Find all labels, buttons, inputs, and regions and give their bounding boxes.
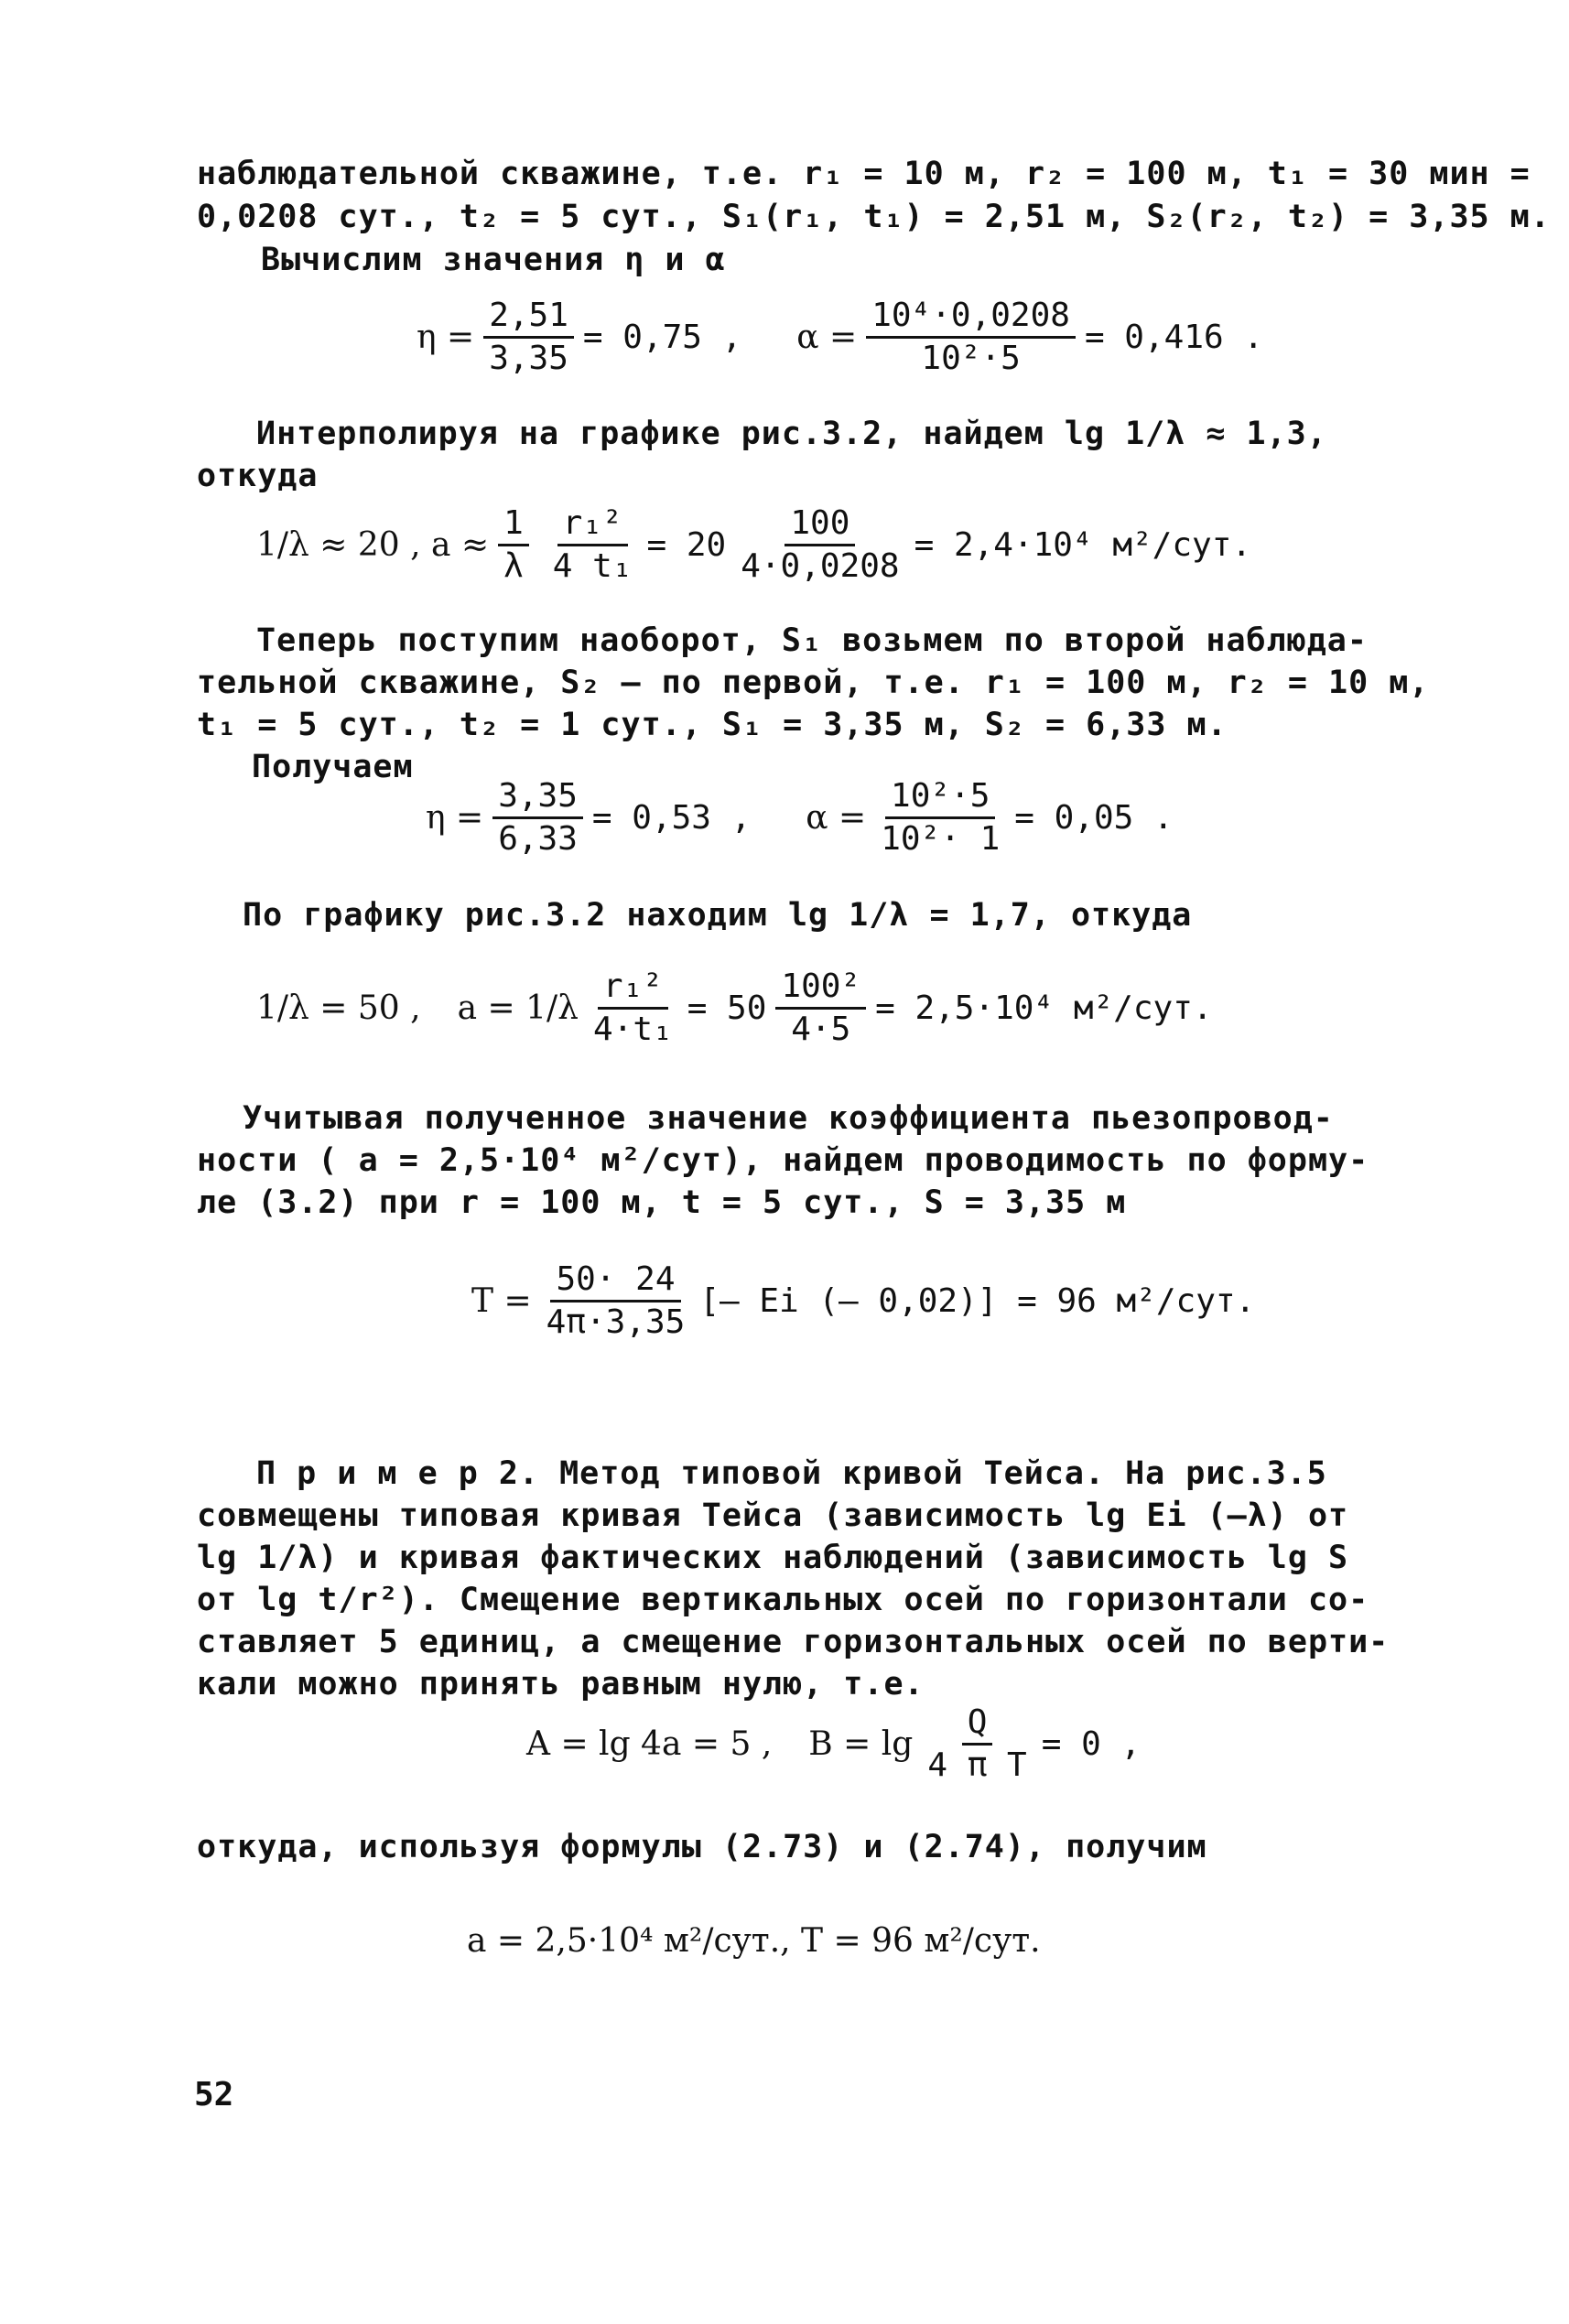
numerator: r₁² <box>598 968 668 1010</box>
equation-final-result <box>467 1922 1041 1960</box>
numerator: 10²·5 <box>885 778 995 819</box>
equation-eta-alpha-2 <box>426 778 1174 858</box>
text-line: 0,0208 сут., t₂ = 5 сут., S₁(r₁, t₁) = 2,51 м, S₂(r₂, t₂) = 3,35 м. <box>197 199 1551 235</box>
numerator: 10⁴·0,0208 <box>866 297 1076 339</box>
numerator: 100² <box>775 968 866 1010</box>
denominator: 6,33 <box>498 820 578 858</box>
eq-result: = 2,4·10⁴ м²/сут. <box>914 526 1252 564</box>
eq-lhs: 1/λ ≈ 20 , a ≈ <box>256 526 490 564</box>
text-line: Получаем <box>252 749 414 785</box>
text-line: П р и м е р 2. Метод типовой кривой Тейса. На рис.3.5 <box>256 1455 1327 1492</box>
text-line: По графику рис.3.2 находим lg 1/λ = 1,7, откуда <box>243 897 1193 934</box>
fraction <box>541 1261 691 1341</box>
alpha-lhs: α = <box>796 319 858 356</box>
fraction <box>735 505 904 585</box>
text-line: от lg t/r²). Смещение вертикальных осей по горизонтали со- <box>197 1582 1369 1618</box>
denominator: 4·t₁ <box>592 1011 673 1048</box>
fraction <box>922 1704 1032 1784</box>
numerator: r₁² <box>557 505 628 546</box>
denominator: 4·5 <box>791 1011 851 1048</box>
numerator: 3,35 <box>492 778 583 819</box>
a-lhs: a = 1/λ <box>457 989 579 1027</box>
eq-mid: = 50 <box>687 989 767 1027</box>
denominator: 10²· 1 <box>881 820 1001 858</box>
text-line: lg 1/λ) и кривая фактических наблюдений (зависимость lg S <box>197 1540 1349 1576</box>
equation-lambda-a-1 <box>256 505 1251 585</box>
fraction <box>492 778 583 858</box>
equation-eta-alpha-1 <box>417 297 1263 377</box>
text-line: ности ( a = 2,5·10⁴ м²/сут), найдем проводимость по форму- <box>197 1142 1369 1179</box>
eq-result: = 0 , <box>1041 1725 1142 1763</box>
fraction <box>547 505 638 585</box>
denominator: 4π·3,35 <box>546 1303 686 1341</box>
numerator: 50· 24 <box>550 1261 680 1303</box>
alpha-result: = 0,05 . <box>1014 799 1174 837</box>
text-line: Вычислим значения η и α <box>261 242 726 278</box>
equation-lambda-a-2 <box>256 968 1213 1048</box>
eta-result: = 0,53 , <box>591 799 752 837</box>
numerator: 2,51 <box>483 297 574 339</box>
eta-lhs: η = <box>426 799 484 837</box>
numerator: Q <box>962 1704 993 1746</box>
text-line: откуда <box>197 458 319 494</box>
fraction <box>875 778 1005 858</box>
eta-lhs: η = <box>417 319 475 356</box>
text-line: откуда, используя формулы (2.73) и (2.74), получим <box>197 1829 1207 1865</box>
text-line: Учитывая полученное значение коэффициента пьезопровод- <box>243 1100 1334 1137</box>
b-lhs: B = lg <box>808 1725 914 1763</box>
text-line: кали можно принять равным нулю, т.е. <box>197 1666 925 1702</box>
text-line: Интерполируя на графике рис.3.2, найдем lg 1/λ ≈ 1,3, <box>256 416 1327 452</box>
text-line: t₁ = 5 сут., t₂ = 1 сут., S₁ = 3,35 м, S₂ = 6,33 м. <box>197 707 1228 743</box>
text-line: тельной скважине, S₂ – по первой, т.е. r₁ = 100 м, r₂ = 10 м, <box>197 665 1430 701</box>
eq-rest: [– Ei (– 0,02)] = 96 м²/сут. <box>699 1282 1256 1320</box>
denominator: 4·0,0208 <box>741 547 900 585</box>
denominator: λ <box>503 547 524 585</box>
eq-lhs: 1/λ = 50 , <box>256 989 421 1027</box>
denominator: 3,35 <box>489 340 568 377</box>
denominator: 4 π T <box>927 1746 1027 1784</box>
equation-transmissivity <box>471 1261 1255 1341</box>
equation-a-b <box>526 1704 1141 1784</box>
numerator: 100 <box>784 505 855 546</box>
denominator: 10²·5 <box>921 340 1021 377</box>
final-result: a = 2,5·10⁴ м²/сут., T = 96 м²/сут. <box>467 1922 1041 1960</box>
numerator: 1 <box>498 505 529 546</box>
text-line: наблюдательной скважине, т.е. r₁ = 10 м, r₂ = 100 м, t₁ = 30 мин = <box>197 156 1531 192</box>
page-number: 52 <box>194 2076 234 2113</box>
alpha-lhs: α = <box>806 799 867 837</box>
fraction <box>483 297 574 377</box>
text-line: Теперь поступим наоборот, S₁ возьмем по второй наблюда- <box>256 622 1368 659</box>
fraction <box>775 968 866 1048</box>
fraction <box>498 505 529 585</box>
text-line: ле (3.2) при r = 100 м, t = 5 сут., S = 3,35 м <box>197 1184 1127 1221</box>
text-line: совмещены типовая кривая Тейса (зависимость lg Ei (–λ) от <box>197 1497 1349 1534</box>
eq-mid: = 20 <box>646 526 727 564</box>
eq-result: = 2,5·10⁴ м²/сут. <box>875 989 1213 1027</box>
eq-lhs: T = <box>471 1282 532 1320</box>
alpha-result: = 0,416 . <box>1084 319 1264 356</box>
fraction <box>588 968 678 1048</box>
eta-result: = 0,75 , <box>582 319 742 356</box>
text-line: ставляет 5 единиц, а смещение горизонтальных осей по верти- <box>197 1624 1390 1660</box>
fraction <box>866 297 1076 377</box>
a-expression: A = lg 4a = 5 , <box>526 1725 773 1763</box>
denominator: 4 t₁ <box>552 547 633 585</box>
